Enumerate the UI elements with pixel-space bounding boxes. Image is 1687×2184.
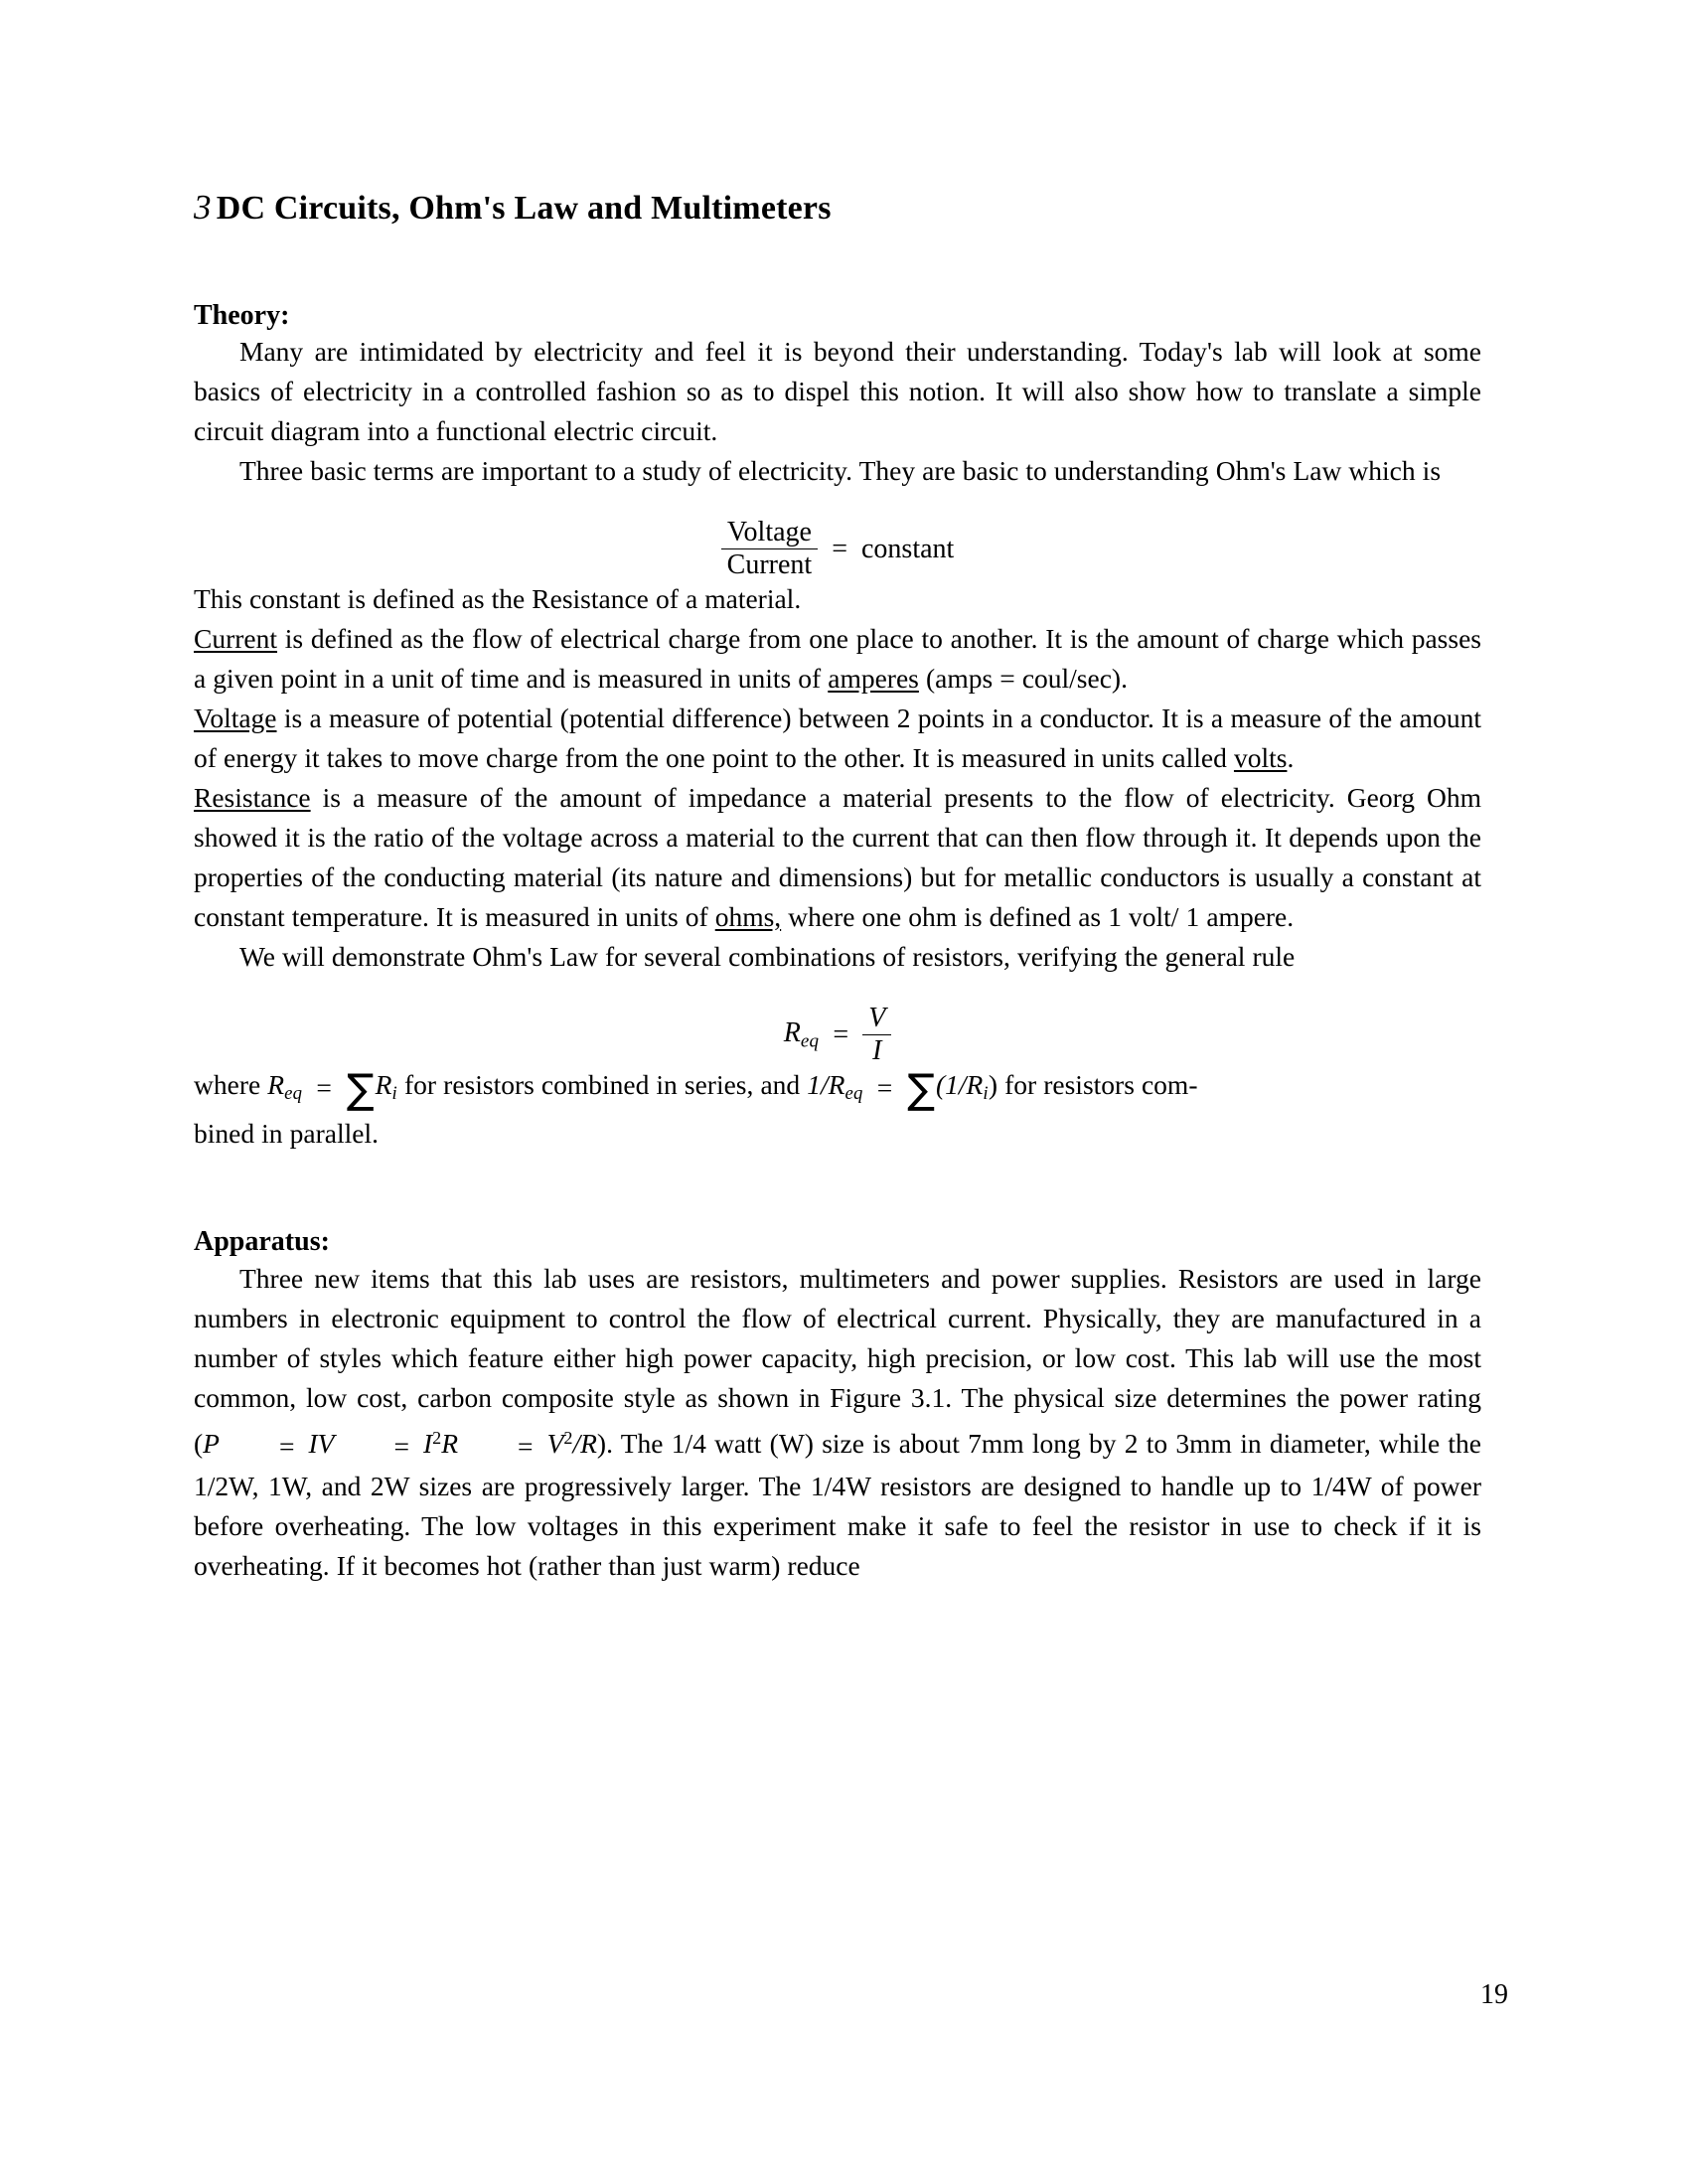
term-resistance-text-b: where one ohm is defined as 1 volt/ 1 ampere. [781, 901, 1295, 933]
power-equals-3: = [518, 1430, 534, 1462]
inverse-ri-close: ) [988, 1069, 998, 1101]
power-v-exponent: 2 [563, 1427, 573, 1448]
page-number: 19 [1480, 1979, 1508, 2010]
fraction-v-over-i [862, 1005, 891, 1065]
section-heading-theory: Theory: [194, 299, 290, 331]
term-current-text-b: (amps = coul/sec). [918, 663, 1128, 695]
power-v: V [546, 1427, 564, 1459]
theory-paragraph-resistance [194, 778, 1481, 937]
term-volts: volts [1233, 742, 1288, 774]
series-mid-text: for resistors combined in series, and [396, 1069, 808, 1101]
theory-paragraph-1: Many are intimidated by electricity and feel it is beyond their understanding. Today's lab will look at some basics of electricity in a controlled fashion so as to dispel this notion. It will also show how to translate a simple circuit diagram into a functional electric circuit. [194, 336, 1481, 447]
term-amperes: amperes [828, 663, 919, 695]
term-current-text-a: is defined as the flow of electrical charge from one place to another. It is the amount of charge which passes a given point in a unit of time and is measured in units of [194, 623, 1481, 695]
summation-icon-2: ∑ [907, 1065, 935, 1114]
term-voltage: Voltage [194, 702, 277, 734]
term-current: Current [194, 623, 278, 655]
req-inline-symbol: R [267, 1069, 285, 1101]
req-numerator: V [862, 1005, 891, 1035]
equals-sign: = [832, 533, 847, 564]
power-r: R [441, 1427, 459, 1459]
fraction-denominator: Current [726, 549, 813, 581]
req-equals-sign: = [833, 1018, 849, 1050]
term-resistance-text-a: is a measure of the amount of impedance a material presents to the flow of electricity. Georg Ohm showed it is the ratio of the voltage across a material to the current that can then flow through it. It depends upon the properties of the conducting material (its nature and dimensions) but for metallic conductors is usually a constant at constant temperature. It is measured in units of [194, 782, 1481, 933]
term-resistance: Resistance [194, 782, 311, 814]
chapter-number: 3 [194, 188, 212, 227]
ri-symbol: R [375, 1069, 392, 1101]
power-over-r: /R [572, 1427, 597, 1459]
term-ohms: ohms, [714, 901, 782, 933]
theory-paragraph-5-last-line: bined in parallel. [194, 1118, 379, 1150]
term-voltage-text-b: . [1287, 742, 1295, 774]
power-equals-2: = [393, 1430, 409, 1462]
inverse-req-symbol: 1/R [807, 1069, 845, 1101]
where-label: where [194, 1069, 268, 1101]
term-voltage-text-a: is a measure of potential (potential difference) between 2 points in a conductor. It is a measure of the amount of energy it takes to move charge from the one point to the other. It is measured in units called [194, 702, 1481, 774]
parallel-tail-text: for resistors com- [997, 1069, 1198, 1101]
theory-paragraph-4: We will demonstrate Ohm's Law for several combinations of resistors, verifying the general rule [239, 941, 1296, 973]
req-subscript: eq [800, 1030, 820, 1052]
power-p: P [203, 1427, 220, 1459]
inverse-req-subscript: eq [844, 1083, 863, 1105]
apparatus-text-a: Three new items that this lab uses are resistors, multimeters and power supplies. Resistors are used in large numbers in electronic equipment to control the flow of electrical current. Physically, they are manufactured in a number of styles which feature either high power capacity, high precision, or low cost. This lab will use the most common, low cost, carbon composite style as shown in Figure 3.1. The physical size determines the power rating ( [194, 1262, 1481, 1459]
page-content [194, 0, 1481, 1586]
fraction-voltage-over-current [721, 519, 819, 579]
theory-paragraph-current [194, 619, 1481, 699]
inverse-ri-subscript: i [983, 1083, 989, 1105]
power-i-exponent: 2 [432, 1427, 442, 1448]
summation-icon: ∑ [346, 1065, 375, 1114]
section-heading-apparatus: Apparatus: [194, 1226, 330, 1258]
page-title [194, 0, 1481, 228]
power-iv: IV [308, 1427, 335, 1459]
theory-paragraph-5 [194, 1065, 1481, 1114]
fraction-numerator: Voltage [721, 519, 819, 549]
power-i: I [422, 1427, 433, 1459]
theory-paragraph-3: This constant is defined as the Resistance of a material. [194, 583, 802, 615]
apparatus-text-b: ). The 1/4 watt (W) size is about 7mm long by 2 to 3mm in diameter, while the 1/2W, 1W, and 2W sizes are progressively larger. The 1/4W resistors are designed to handle up to 1/4W of power before overheating. The low voltages in this experiment make it safe to feel the resistor in use to check if it is overheating. If it becomes hot (rather than just warm) reduce [194, 1427, 1481, 1581]
chapter-title-text: DC Circuits, Ohm's Law and Multimeters [216, 190, 832, 227]
theory-paragraph-2: Three basic terms are important to a study of electricity. They are basic to understanding Ohm's Law which is [239, 455, 1442, 487]
apparatus-paragraph-1 [194, 1259, 1481, 1586]
req-denominator: I [872, 1035, 882, 1067]
inverse-ri-open: (1/R [936, 1069, 984, 1101]
theory-paragraph-voltage [194, 699, 1481, 778]
ri-subscript: i [391, 1083, 397, 1105]
parallel-equals-sign: = [876, 1071, 893, 1103]
equation-req [194, 1005, 1481, 1065]
equation-power-rating [203, 1427, 597, 1462]
equation-right-side: constant [861, 533, 955, 564]
power-equals-1: = [278, 1430, 295, 1462]
series-equals-sign: = [316, 1071, 332, 1103]
equation-ohms-law [194, 519, 1481, 579]
req-inline-subscript: eq [284, 1083, 303, 1105]
req-symbol: R [783, 1017, 801, 1049]
